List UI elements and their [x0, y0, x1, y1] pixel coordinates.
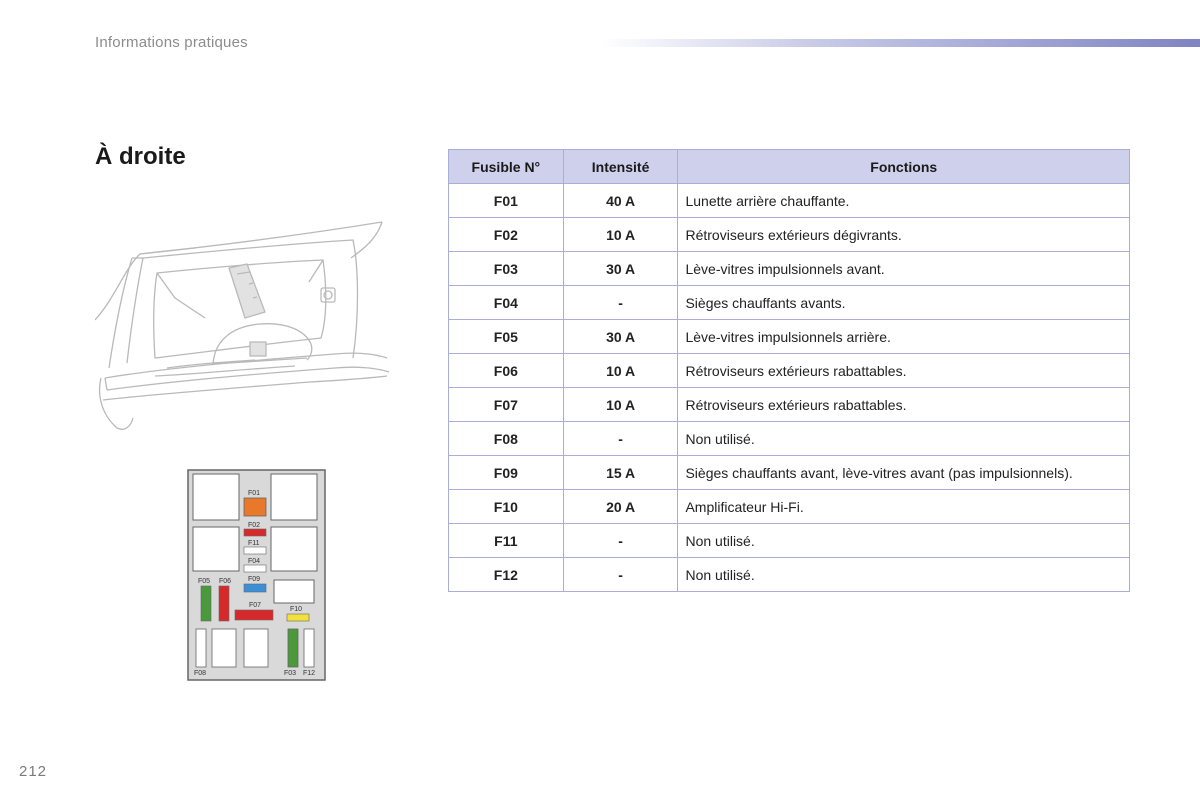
cell-fuse: F10 — [449, 490, 564, 524]
cell-intensity: 10 A — [563, 388, 678, 422]
fuse-f01 — [244, 498, 266, 516]
fuse-label-f12: F12 — [303, 670, 316, 677]
cell-intensity: 10 A — [563, 218, 678, 252]
cell-function: Sièges chauffants avant, lève-vitres avant (pas impulsionnels). — [678, 456, 1130, 490]
fuse-label-f09: F09 — [248, 576, 261, 583]
cell-fuse: F06 — [449, 354, 564, 388]
cell-intensity: 40 A — [563, 184, 678, 218]
cell-intensity: - — [563, 524, 678, 558]
fuse-label-f11: F11 — [248, 540, 260, 547]
cell-fuse: F07 — [449, 388, 564, 422]
cell-intensity: - — [563, 286, 678, 320]
fuse-f02 — [244, 529, 266, 536]
cell-intensity: 15 A — [563, 456, 678, 490]
cell-intensity: 10 A — [563, 354, 678, 388]
fuse-label-f01: F01 — [248, 490, 261, 497]
fusebox-diagram — [187, 469, 327, 682]
cell-function: Lève-vitres impulsionnels arrière. — [678, 320, 1130, 354]
fuse-label-f03: F03 — [284, 670, 297, 677]
cell-fuse: F08 — [449, 422, 564, 456]
table-row — [449, 252, 1130, 286]
cell-function: Rétroviseurs extérieurs rabattables. — [678, 388, 1130, 422]
cell-intensity: 20 A — [563, 490, 678, 524]
fuse-label-f10: F10 — [290, 606, 303, 613]
cell-function: Lève-vitres impulsionnels avant. — [678, 252, 1130, 286]
cell-fuse: F12 — [449, 558, 564, 592]
header-fuse-number: Fusible N° — [449, 150, 564, 184]
cell-fuse: F05 — [449, 320, 564, 354]
fuse-f10 — [287, 614, 309, 621]
cell-function: Non utilisé. — [678, 558, 1130, 592]
fuse-f11 — [244, 547, 266, 554]
fuse-f06 — [219, 586, 229, 621]
cell-intensity: - — [563, 422, 678, 456]
header-functions: Fonctions — [678, 150, 1130, 184]
glovebox-illustration — [95, 218, 395, 433]
cell-fuse: F01 — [449, 184, 564, 218]
fuse-f05 — [201, 586, 211, 621]
cell-fuse: F09 — [449, 456, 564, 490]
fuse-f04 — [244, 565, 266, 572]
table-row — [449, 558, 1130, 592]
table-row — [449, 320, 1130, 354]
cell-function: Lunette arrière chauffante. — [678, 184, 1130, 218]
fuse-label-f04: F04 — [248, 558, 261, 565]
table-row — [449, 422, 1130, 456]
table-row — [449, 456, 1130, 490]
fuse-f09 — [244, 584, 266, 592]
table-row — [449, 286, 1130, 320]
cell-function: Non utilisé. — [678, 422, 1130, 456]
fuse-label-f07: F07 — [249, 602, 262, 609]
header-intensity: Intensité — [563, 150, 678, 184]
table-row — [449, 354, 1130, 388]
table-row — [449, 388, 1130, 422]
table-row — [449, 490, 1130, 524]
cell-function: Rétroviseurs extérieurs rabattables. — [678, 354, 1130, 388]
cell-fuse: F11 — [449, 524, 564, 558]
cell-function: Sièges chauffants avants. — [678, 286, 1130, 320]
fuse-label-f05: F05 — [198, 578, 211, 585]
table-row — [449, 184, 1130, 218]
table-row — [449, 524, 1130, 558]
fuse-f12 — [304, 629, 314, 667]
fuse-label-f08: F08 — [194, 670, 207, 677]
cell-function: Amplificateur Hi-Fi. — [678, 490, 1130, 524]
header-gradient-bar — [600, 39, 1200, 47]
fuse-f03 — [288, 629, 298, 667]
cell-fuse: F04 — [449, 286, 564, 320]
cell-fuse: F03 — [449, 252, 564, 286]
fuse-label-f06: F06 — [219, 578, 232, 585]
fuse-label-f02: F02 — [248, 522, 261, 529]
cell-intensity: 30 A — [563, 320, 678, 354]
fuse-table — [448, 149, 1130, 592]
cell-function: Non utilisé. — [678, 524, 1130, 558]
page-number: 212 — [19, 763, 48, 780]
page-title: À droite — [95, 143, 186, 170]
cell-intensity: - — [563, 558, 678, 592]
cell-fuse: F02 — [449, 218, 564, 252]
cell-intensity: 30 A — [563, 252, 678, 286]
fuse-f07 — [235, 610, 273, 620]
table-row — [449, 218, 1130, 252]
section-label: Informations pratiques — [95, 34, 248, 51]
cell-function: Rétroviseurs extérieurs dégivrants. — [678, 218, 1130, 252]
table-header-row — [449, 150, 1130, 184]
